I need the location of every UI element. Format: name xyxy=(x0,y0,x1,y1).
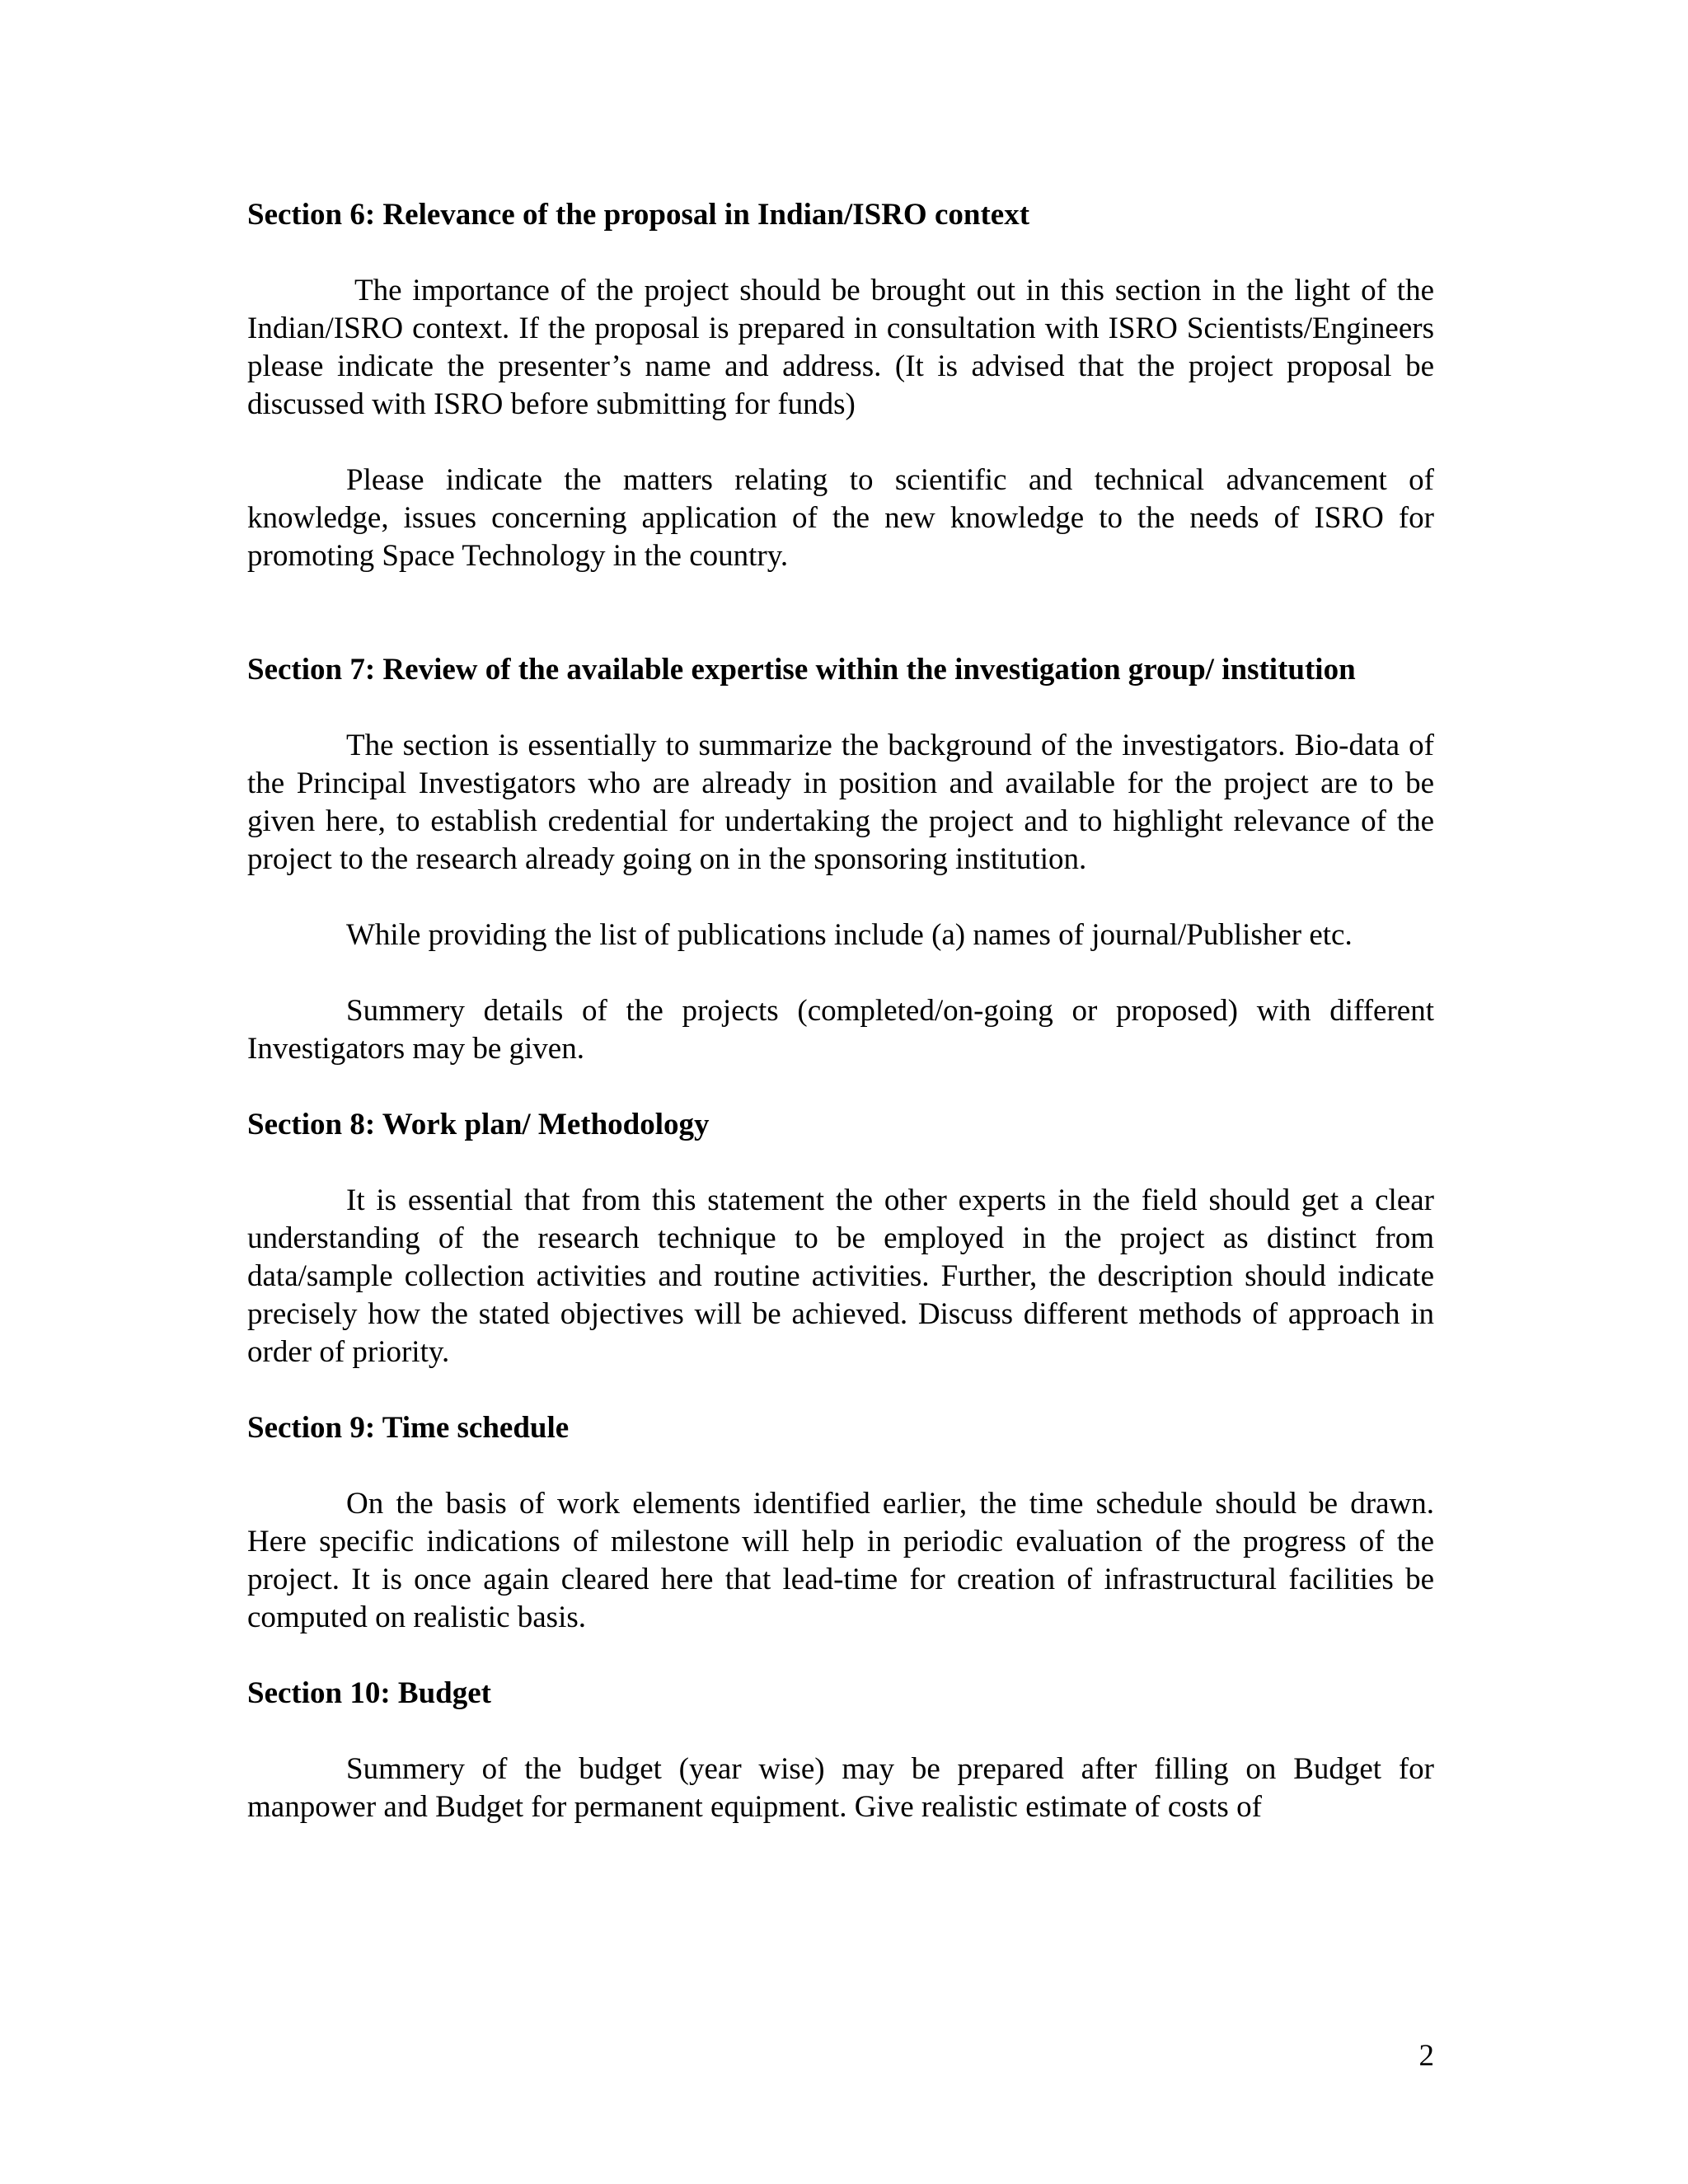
section-10-heading: Section 10: Budget xyxy=(247,1676,491,1710)
section-8-paragraph-1: It is essential that from this statement the other experts in the field should get a clear understanding of the research technique to be employed in the project as distinct from data/sample collection activities and routine activities. Further, the description should indicate precisely how the stated objectives will be achieved. Discuss different methods of approach in order of priority. xyxy=(247,1183,1434,1369)
section-6-heading: Section 6: Relevance of the proposal in Indian/ISRO context xyxy=(247,198,1030,232)
section-7-heading: Section 7: Review of the available expertise within the investigation group/ institution xyxy=(247,653,1356,687)
page-number: 2 xyxy=(1418,2039,1434,2073)
section-6-paragraph-1: The importance of the project should be brought out in this section in the light of the Indian/ISRO context. If the proposal is prepared in consultation with ISRO Scientists/Engineers please indicate the presenter’s name and address. (It is advised that the project proposal be discussed with ISRO before submitting for funds) xyxy=(247,274,1434,421)
section-10-paragraph-1: Summery of the budget (year wise) may be prepared after filling on Budget for manpower and Budget for permanent equipment. Give realistic estimate of costs of xyxy=(247,1752,1434,1824)
section-7-paragraph-3: Summery details of the projects (completed/on-going or proposed) with different Investigators may be given. xyxy=(247,994,1434,1066)
section-9-heading: Section 9: Time schedule xyxy=(247,1411,570,1445)
section-8-heading: Section 8: Work plan/ Methodology xyxy=(247,1108,710,1141)
section-6-paragraph-2: Please indicate the matters relating to scientific and technical advancement of knowledge, issues concerning application of the new knowledge to the needs of ISRO for promoting Space Technology in the country. xyxy=(247,463,1434,573)
section-7-paragraph-1: The section is essentially to summarize the background of the investigators. Bio-data of the Principal Investigators who are already in position and available for the project are to be given here, to establish credential for undertaking the project and to highlight relevance of the project to the research already going on in the sponsoring institution. xyxy=(247,729,1434,876)
page-content xyxy=(247,196,1434,1826)
section-7-paragraph-2: While providing the list of publications include (a) names of journal/Publisher etc. xyxy=(346,918,1353,952)
section-9-paragraph-1: On the basis of work elements identified earlier, the time schedule should be drawn. Here specific indications of milestone will help in periodic evaluation of the progress of the project. It is once again cleared here that lead-time for creation of infrastructural facilities be computed on realistic basis. xyxy=(247,1487,1434,1634)
